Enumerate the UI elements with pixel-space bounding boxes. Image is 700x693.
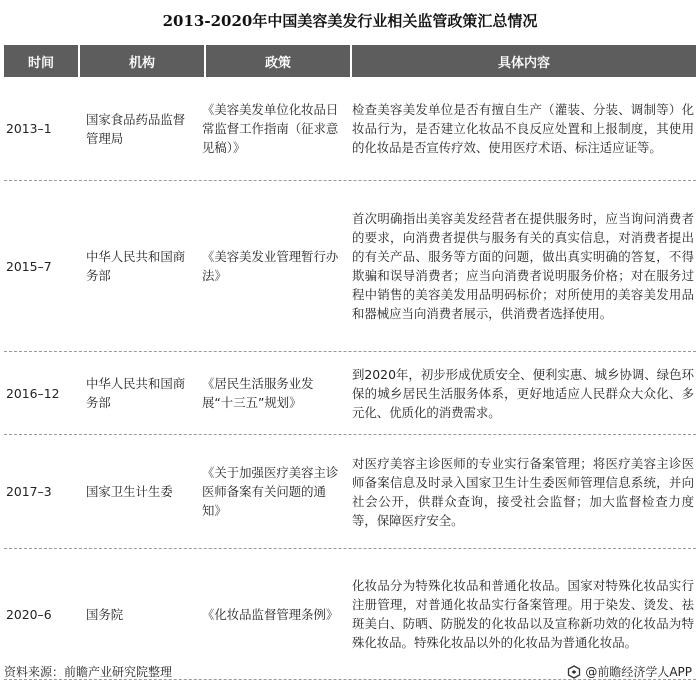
cell-content: 首次明确指出美容美发经营者在提供服务时，应当询问消费者的要求，向消费者提供与服务有关的真实信息，对消费者提出的有关产品、服务等方面的问题，做出真实明确的答复，不得欺骗和误导消费者；应当向消费者说明服务价格；对在服务过程中销售的美容美发用品明码标价；对所使用的美容美发用品和器械应当向消费者展示，供消费者选择使用。: [352, 211, 694, 321]
cell-content: 化妆品分为特殊化妆品和普通化妆品。国家对特殊化妆品实行注册管理，对普通化妆品实行备案管理。用于染发、烫发、祛斑美白、防晒、防脱发的化妆品以及宣称新功效的化妆品为特殊化妆品。特殊化妆品以外的化妆品为普通化妆品。: [352, 578, 694, 650]
table-row: [4, 435, 696, 549]
cell-policy: 《美容美发单位化妆品日常监督工作指南（征求意见稿）》: [202, 102, 339, 155]
cell-policy: 《居民生活服务业发展“十三五”规划》: [202, 376, 314, 410]
app-logo-icon: [567, 665, 581, 679]
table-header: [4, 45, 696, 77]
cell-time: 2020–6: [6, 606, 52, 622]
cell-policy: 《关于加强医疗美容主诊医师备案有关问题的通知》: [202, 465, 339, 518]
policy-table: [4, 45, 696, 680]
cell-org: 国家食品药品监督管理局: [86, 111, 186, 146]
table-row: [4, 352, 696, 435]
header-policy: 政策: [206, 45, 352, 77]
header-org: 机构: [80, 45, 206, 77]
cell-policy: 《化妆品监督管理条例》: [202, 606, 339, 622]
cell-content: 检查美容美发单位是否有擅自生产（灌装、分装、调制等）化妆品行为，是否建立化妆品不良反应处置和上报制度，其使用的化妆品是否宣传疗效、使用医疗术语、标注适应证等。: [352, 102, 694, 155]
table-row: [4, 77, 696, 181]
cell-org: 中华人民共和国商务部: [86, 249, 186, 283]
header-time: 时间: [4, 45, 80, 77]
cell-policy: 《美容美发业管理暂行办法》: [202, 249, 339, 283]
brand-credit: [567, 663, 692, 680]
source-note: 资料来源：前瞻产业研究院整理: [4, 665, 173, 679]
footer: [4, 663, 692, 680]
table-row: [4, 549, 696, 680]
cell-content: 到2020年，初步形成优质安全、便利实惠、城乡协调、绿色环保的城乡居民生活服务体系，更好地适应人民群众大众化、多元化、优质化的消费需求。: [352, 366, 694, 420]
brand-text: @前瞻经济学人APP: [585, 665, 692, 679]
table-row: [4, 181, 696, 352]
cell-org: 国务院: [86, 606, 124, 622]
cell-time: 2017–3: [6, 484, 52, 499]
cell-time: 2013–1: [6, 121, 52, 136]
page-title: 2013-2020年中国美容美发行业相关监管政策汇总情况: [162, 12, 538, 30]
cell-time: 2015–7: [6, 258, 52, 274]
cell-org: 中华人民共和国商务部: [86, 376, 186, 410]
cell-time: 2016–12: [6, 385, 60, 401]
cell-org: 国家卫生计生委: [86, 484, 173, 499]
header-content: 具体内容: [497, 55, 550, 71]
cell-content: 对医疗美容主诊医师的专业实行备案管理；将医疗美容主诊医师备案信息及时录入国家卫生计生委医师管理信息系统，并向社会公开，供群众查询，接受社会监督；加大监督检查力度等，保障医疗安全。: [352, 455, 694, 528]
